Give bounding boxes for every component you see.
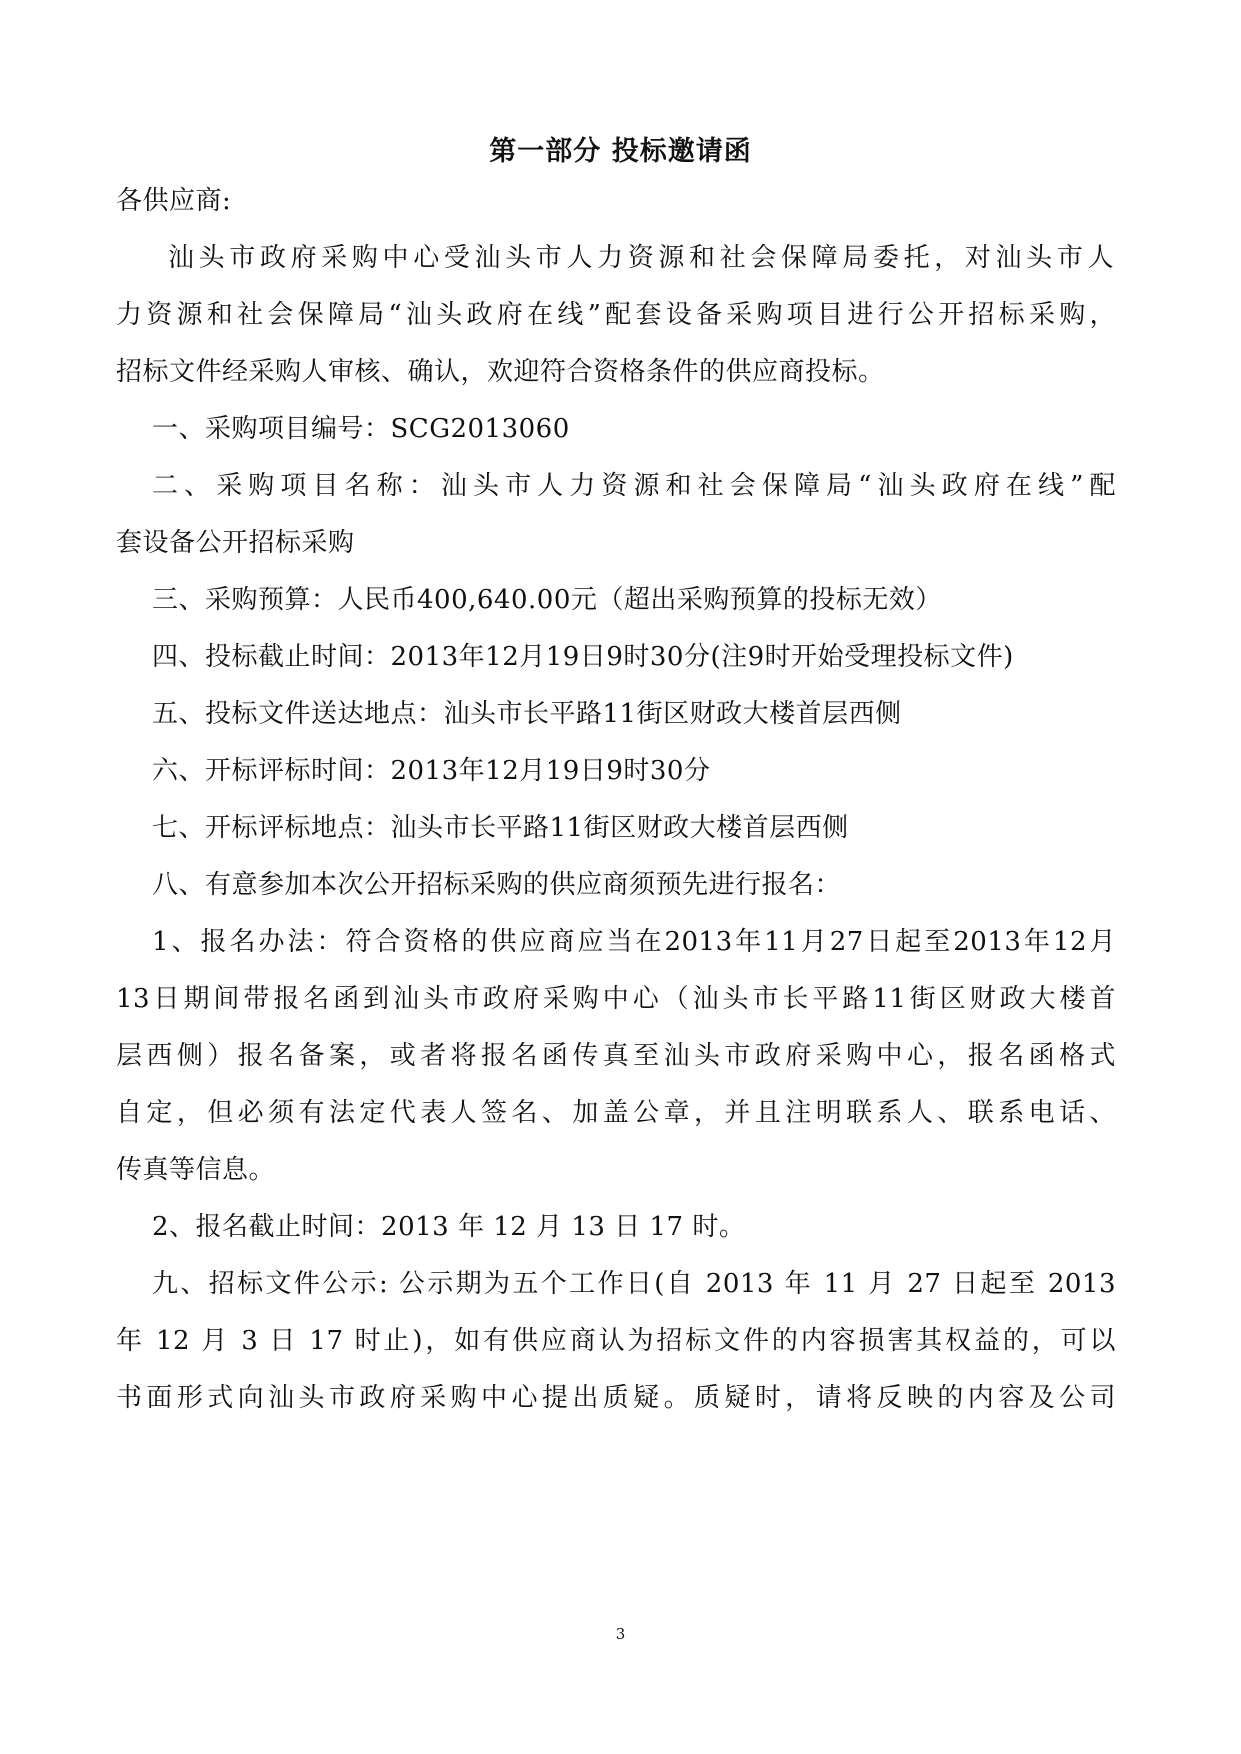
document-publicity-line-2: 年 12 月 3 日 17 时止)，如有供应商认为招标文件的内容损害其权益的，可以 [116, 1326, 1116, 1356]
registration-method-line-3: 层西侧）报名备案，或者将报名函传真至汕头市政府采购中心，报名函格式 [116, 1041, 1116, 1071]
item-opening-location: 七、开标评标地点：汕头市长平路11街区财政大楼首层西侧 [152, 813, 849, 843]
item-delivery-location: 五、投标文件送达地点：汕头市长平路11街区财政大楼首层西侧 [152, 699, 902, 729]
salutation: 各供应商: [116, 186, 232, 216]
intro-line-3: 招标文件经采购人审核、确认，欢迎符合资格条件的供应商投标。 [116, 357, 885, 387]
document-publicity-line-1: 九、招标文件公示: 公示期为五个工作日(自 2013 年 11 月 27 日起至 2013 [152, 1269, 1116, 1299]
item-project-name-line-2: 套设备公开招标采购 [116, 528, 355, 558]
item-budget: 三、采购预算：人民币400,640.00元（超出采购预算的投标无效） [152, 585, 942, 615]
item-registration: 八、有意参加本次公开招标采购的供应商须预先进行报名： [152, 870, 842, 900]
intro-line-1: 汕头市政府采购中心受汕头市人力资源和社会保障局委托，对汕头市人 [168, 243, 1114, 273]
registration-method-line-1: 1、报名办法：符合资格的供应商应当在2013年11月27日起至2013年12月 [152, 927, 1116, 957]
registration-method-line-2: 13日期间带报名函到汕头市政府采购中心（汕头市长平路11街区财政大楼首 [116, 984, 1116, 1014]
page-title: 第一部分 投标邀请函 [489, 136, 752, 167]
document-publicity-line-3: 书面形式向汕头市政府采购中心提出质疑。质疑时，请将反映的内容及公司 [116, 1383, 1116, 1413]
item-project-number: 一、采购项目编号：SCG2013060 [152, 414, 570, 444]
registration-deadline: 2、报名截止时间：2013 年 12 月 13 日 17 时。 [152, 1212, 746, 1242]
item-opening-time: 六、开标评标时间：2013年12月19日9时30分 [152, 756, 711, 786]
page-number: 3 [615, 1625, 626, 1643]
item-bid-deadline: 四、投标截止时间：2013年12月19日9时30分(注9时开始受理投标文件) [152, 642, 1014, 672]
item-project-name-line-1: 二、采购项目名称：汕头市人力资源和社会保障局“汕头政府在线”配 [152, 471, 1116, 501]
registration-method-line-4: 自定，但必须有法定代表人签名、加盖公章，并且注明联系人、联系电话、 [116, 1098, 1116, 1128]
intro-line-2: 力资源和社会保障局“汕头政府在线”配套设备采购项目进行公开招标采购， [116, 300, 1116, 330]
registration-method-line-5: 传真等信息。 [116, 1155, 276, 1185]
